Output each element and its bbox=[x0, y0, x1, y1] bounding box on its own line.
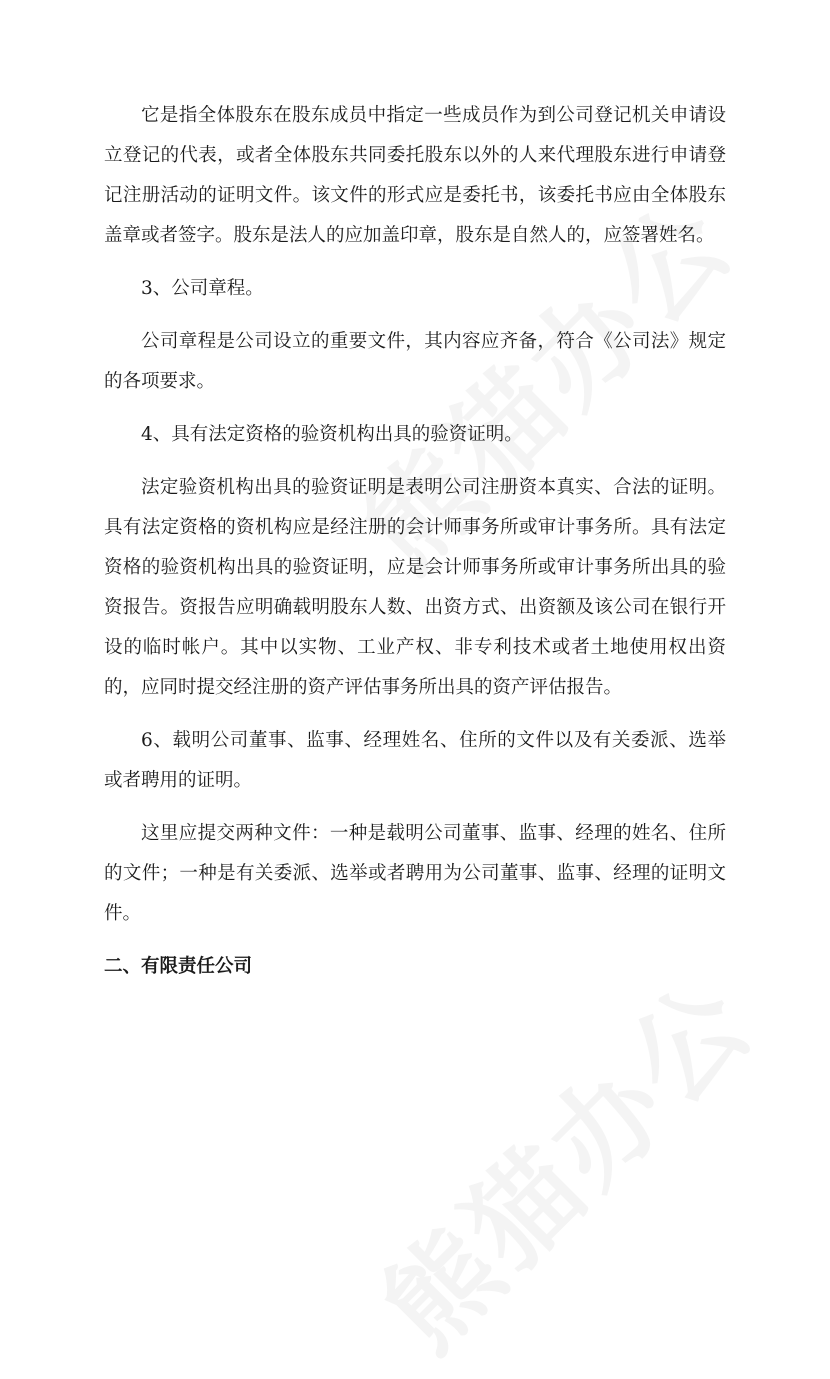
section-heading: 二、有限责任公司 bbox=[104, 956, 253, 977]
item-3-articles-heading: 3、公司章程。 bbox=[141, 278, 264, 299]
paragraph-delegate-definition: 它是指全体股东在股东成员中指定一些成员作为到公司登记机关申请设立登记的代表，或者全体股东共同委托股东以外的人来代理股东进行申请登记注册活动的证明文件。该文件的形式应是委托书，该委托书应由全体股东盖章或者签字。股东是法人的应加盖印章，股东是自然人的，应签署姓名。 bbox=[104, 105, 726, 246]
item-4-capital-verification-heading: 4、具有法定资格的验资机构出具的验资证明。 bbox=[141, 424, 523, 445]
watermark bbox=[342, 939, 782, 1379]
paragraph-articles: 公司章程是公司设立的重要文件，其内容应齐备，符合《公司法》规定的各项要求。 bbox=[104, 331, 726, 392]
paragraph-capital-verification: 法定验资机构出具的验资证明是表明公司注册资本真实、合法的证明。具有法定资格的资机构应是经注册的会计师事务所或审计事务所。具有法定资格的验资机构出具的验资证明，应是会计师事务所或审计事务所出具的验资报告。资报告应明确载明股东人数、出资方式、出资额及该公司在银行开设的临时帐户。其中以实物、工业产权、非专利技术或者土地使用权出资的，应同时提交经注册的资产评估事务所出具的资产评估报告。 bbox=[104, 477, 726, 698]
item-6-officers-heading: 6、载明公司董事、监事、经理姓名、住所的文件以及有关委派、选举或者聘用的证明。 bbox=[104, 730, 726, 791]
paragraph-officers-documents: 这里应提交两种文件：一种是载明公司董事、监事、经理的姓名、住所的文件；一种是有关委派、选举或者聘用为公司董事、监事、经理的证明文件。 bbox=[104, 823, 726, 924]
document-body bbox=[104, 96, 726, 987]
